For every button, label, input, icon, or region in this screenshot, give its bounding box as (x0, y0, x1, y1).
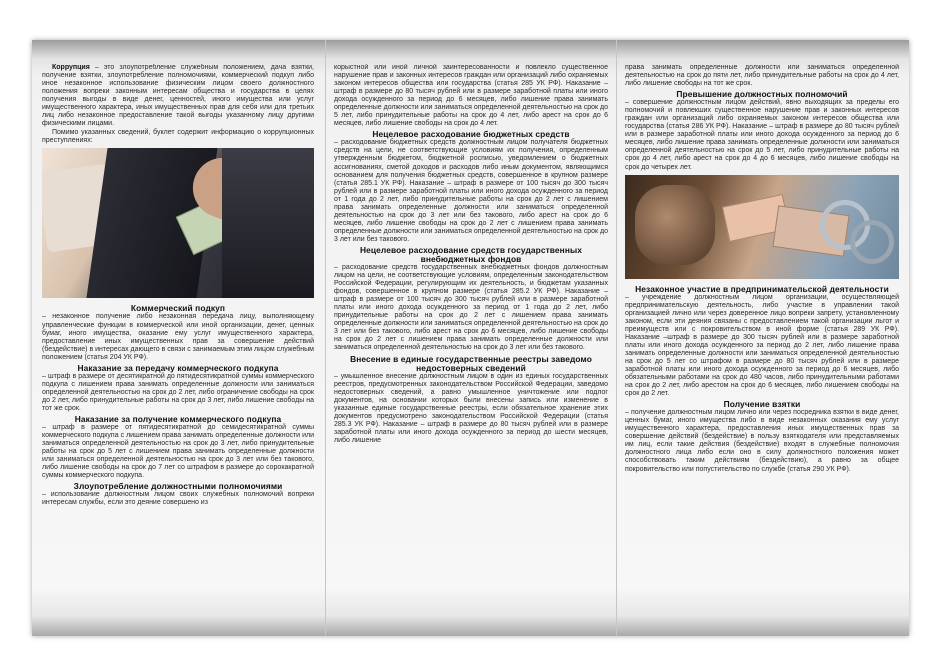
paragraph-registry-continued: права занимать определенные должности или заниматься определенной деятельностью на срок до пяти лет, либо принудительные работы на срок до 4 лет, либо лишение свободы на тот же срок. (625, 64, 899, 88)
heading-abuse-of-power: Злоупотребление должностными полномочиями (73, 481, 283, 492)
paragraph-abuse-of-power: – использование должностным лицом своих служебных полномочий вопреки интересам службы, если это деяние совершено из (42, 491, 314, 507)
paragraph-funds-misuse: – расходование средств государственных внебюджетных фондов должностным лицом на цели, не соответствующие условиям, определенным законодательством Российской Федерации, регулирующим их деятельность, и бюджетам указанных фондов, совершенное в крупном размере (статья 285.2 УК РФ). Наказание – штраф в размере от 100 тысяч до 300 тысяч рублей или в размере заработной платы или иного дохода осужденного за период от 1 года до 2 лет, либо принудительные работы на срок до 2 лет с лишением права занимать определенные должности или заниматься определенной деятельностью на срок до 3 лет или без такового, либо арест на срок до 6 месяцев, либо лишение свободы на срок до 2 лет с лишением права занимать определенные должности или заниматься определенной деятельностью на срок до 3 лет или без такового. (334, 263, 608, 352)
paragraph-false-registry: – умышленное внесение должностным лицом в один из единых государственных реестров, предусмотренных законодательством Российской Федерации, заведомо недостоверных сведений, а равно умышленное уничтожение или подлог документов, на основании которых были внесены запись или изменение в указанные единые государственные реестры, если обязательное хранение этих документов предусмотрено законодательством Российской Федерации (статья 285.3 УК РФ). Наказание – штраф в размере до 80 тысяч рублей или в размере заработной платы или иного дохода осужденного за период до шести месяцев, либо лишение (334, 372, 608, 444)
heading-funds-misuse: Нецелевое расходование средств государственных внебюджетных фондов (359, 244, 583, 264)
heading-excess-of-power: Превышение должностных полномочий (676, 89, 848, 100)
bottom-band (32, 614, 909, 636)
heading-penalty-giving: Наказание за передачу коммерческого подкупа (77, 362, 279, 373)
paragraph-penalty-giving: – штраф в размере от десятикратной до пятидесятикратной суммы коммерческого подкупа с лишением права занимать определенные должности или заниматься определенной деятельностью на срок до 2 лет, либо ограничение свободы на срок до 2 лет, либо принудительные работы на срок до 3 лет, либо лишение свободы на тот же срок. (42, 372, 314, 412)
term-corruption: Коррупция (52, 64, 90, 71)
paragraph-penalty-receiving: – штраф в размере от пятидесятикратной до семидесятикратной суммы коммерческого подкупа с лишением права занимать определенные должности или заниматься определенной деятельностью на срок до 3 лет, либо принудительные работы на срок до 5 лет с лишением права занимать определенные должности или заниматься определенной деятельностью на срок до 3 лет или без такового, либо лишение свободы на срок до 7 лет со штрафом в размере до сорокакратной суммы коммерческого подкупа. (42, 423, 314, 480)
heading-illegal-business: Незаконное участие в предпринимательской деятельности (635, 283, 889, 294)
paragraph-commercial-bribery: – незаконное получение либо незаконная передача лицу, выполняющему управленческие функции в коммерческой или иной организации, денег, ценных бумаг, иного имущества, оказание ему услуг имущественного характера, предоставление иных имущественных прав за совершение действий (бездействие) в интересах дающего в связи с занимаемым этим лицом служебным положением (статья 204 УК РФ). (42, 313, 314, 361)
fold-line (616, 40, 617, 636)
fold-line (325, 40, 326, 636)
heading-budget-misuse: Нецелевое расходование бюджетных средств (372, 129, 570, 140)
paragraph-abuse-continued: корыстной или иной личной заинтересованности и повлекло существенное нарушение прав и законных интересов граждан или организаций либо охраняемых законом интересов общества или государства (статья 285 УК РФ). Наказание – штраф в размере до 80 тысяч рублей или в размере заработной платы или иного дохода осужденного за период до 6 месяцев, либо лишение права занимать определенные должности или заниматься определенной деятельностью на срок до 5 лет, либо принудительные работы на срок до 4 лет, либо арест на срок до 6 месяцев, либо лишение свободы на срок до 4 лет. (334, 64, 608, 128)
paragraph-excess-of-power: – совершение должностным лицом действий, явно выходящих за пределы его полномочий и повлекших существенное нарушение прав и законных интересов граждан или организаций либо охраняемых законом интересов общества или государства (статья 286 УК РФ). Наказание – штраф в размере до 80 тысяч рублей или в размере заработной платы или иного дохода осужденного за период до 6 месяцев, либо лишение права занимать определенные должности или заниматься определенной деятельностью на срок до 5 лет, либо принудительные работы на срок до 4 лет, либо арест на срок до 4 до 6 месяцев, либо лишение свободы на срок до четырех лет. (625, 99, 899, 171)
heading-commercial-bribery: Коммерческий подкуп (130, 303, 226, 314)
booklet-sheet (32, 40, 909, 636)
heading-penalty-receiving: Наказание за получение коммерческого подкупа (74, 413, 282, 424)
heading-false-registry: Внесение в единые государственные реестры заведомо недостоверных сведений (350, 353, 592, 373)
column-1 (42, 64, 314, 616)
money-handcuffs-photo (625, 175, 899, 279)
top-band (32, 40, 909, 60)
paragraph-taking-bribe: – получение должностным лицом лично или через посредника взятки в виде денег, ценных бумаг, иного имущества либо в виде незаконных оказания ему услуг имущественного характера, предоставления иных имущественных прав за совершение действий (бездействие) в пользу взяткодателя или представляемых им лиц, если такие действия (бездействие) входят в служебные полномочия должностного лица либо если оно в силу должностного положения может способствовать таким действиям (бездействию), а равно за общее покровительство или попустительство по службе (статья 290 УК РФ). (625, 409, 899, 473)
paragraph-budget-misuse: – расходование бюджетных средств должностным лицом получателя бюджетных средств на цели, не соответствующие условиям их получения, определенным утвержденным бюджетом, бюджетной росписью, уведомлением о бюджетных ассигнованиях, сметой доходов и расходов либо иным документом, являющимся основанием для получения бюджетных средств, совершенное в крупном размере (статья 285.1 УК РФ). Наказание – штраф в размере от 100 тысяч до 300 тысяч рублей или в размере заработной платы или иного дохода осужденного за период от 1 года до 2 лет, либо принудительные работы на срок до 2 лет с лишением права занимать определенные должности или заниматься определенной деятельностью на срок до 3 лет или без такового, либо арест на срок до 6 месяцев, либо лишение свободы на срок до 2 лет с лишением права занимать определенные должности или заниматься определенной деятельностью на срок до 3 лет или без такового. (334, 139, 608, 243)
bribe-photo (42, 148, 314, 298)
column-3 (625, 64, 899, 616)
column-2 (334, 64, 608, 616)
intro-note: Помимо указанных сведений, буклет содержит информацию о коррупционных преступлениях: (42, 129, 314, 145)
heading-taking-bribe: Получение взятки (723, 399, 801, 410)
intro-paragraph: Коррупция – это злоупотребление служебным положением, дача взятки, получение взятки, злоупотребление полномочиями, коммерческий подкуп либо иное незаконное использование физическим лицом своего должностного положения вопреки законным интересам общества и государства в целях получения выгоды в виде денег, ценностей, иного имущества или услуг имущественного характера, иных имущественных прав для себя или для третьих лиц либо незаконное предоставление такой выгоды указанному лицу другими физическими лицами. (42, 64, 314, 128)
paragraph-illegal-business: – учреждение должностным лицом организации, осуществляющей предпринимательскую деятельность, либо участие в управлении такой организацией лично или через доверенное лицо вопреки запрету, установленному законом, если эти деяния связаны с предоставлением такой организации льгот и преимуществ или с покровительством в иной форме (статья 289 УК РФ). Наказание –штраф в размере до 300 тысяч рублей или в размере заработной платы или иного дохода осужденного за период до 2 лет, либо лишение права занимать определенные должности или заниматься определенной деятельностью на срок до 5 лет со штрафом в размере до 80 тысяч рублей или в размере заработной платы или иного дохода осужденного за период до 6 месяцев, либо обязательными работами на срок до 480 часов, либо принудительными работами на срок до 2 лет, либо арестом на срок до 6 месяцев, либо лишением свободы на срок до 2 лет. (625, 293, 899, 398)
